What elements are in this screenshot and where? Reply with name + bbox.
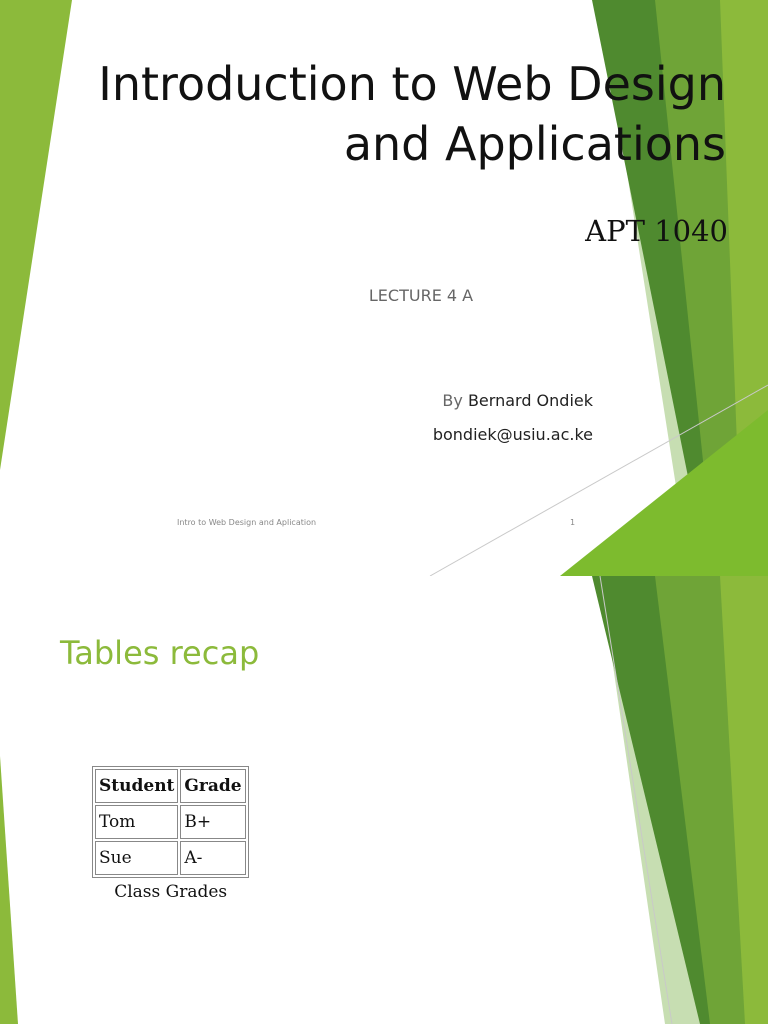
slide-title: Introduction to Web Design and Applications (98, 57, 726, 171)
grades-table (92, 766, 249, 878)
table-caption: Class Grades (114, 882, 228, 902)
slide-footer: Intro to Web Design and Aplication (177, 518, 317, 527)
table-header-row (95, 769, 246, 803)
table-row (95, 841, 246, 875)
table-cell: A- (180, 841, 246, 875)
grades-figure (92, 766, 249, 902)
course-code: APT 1040 (585, 214, 728, 248)
left-green-shard-2 (0, 756, 18, 1024)
tables-slide (0, 576, 768, 1024)
lecture-label: LECTURE 4 A (368, 286, 474, 305)
header-grade: Grade (180, 769, 246, 803)
table-cell: Sue (95, 841, 178, 875)
slide-title-tables: Tables recap (60, 634, 260, 672)
table-row (95, 805, 246, 839)
header-student: Student (95, 769, 178, 803)
by-label: By (442, 391, 463, 410)
table-cell: B+ (180, 805, 246, 839)
slide-number: 1 (570, 518, 576, 527)
author-email: bondiek@usiu.ac.ke (432, 425, 593, 444)
author-name: Bernard Ondiek (467, 391, 593, 410)
author-line (442, 391, 593, 410)
table-cell: Tom (95, 805, 178, 839)
